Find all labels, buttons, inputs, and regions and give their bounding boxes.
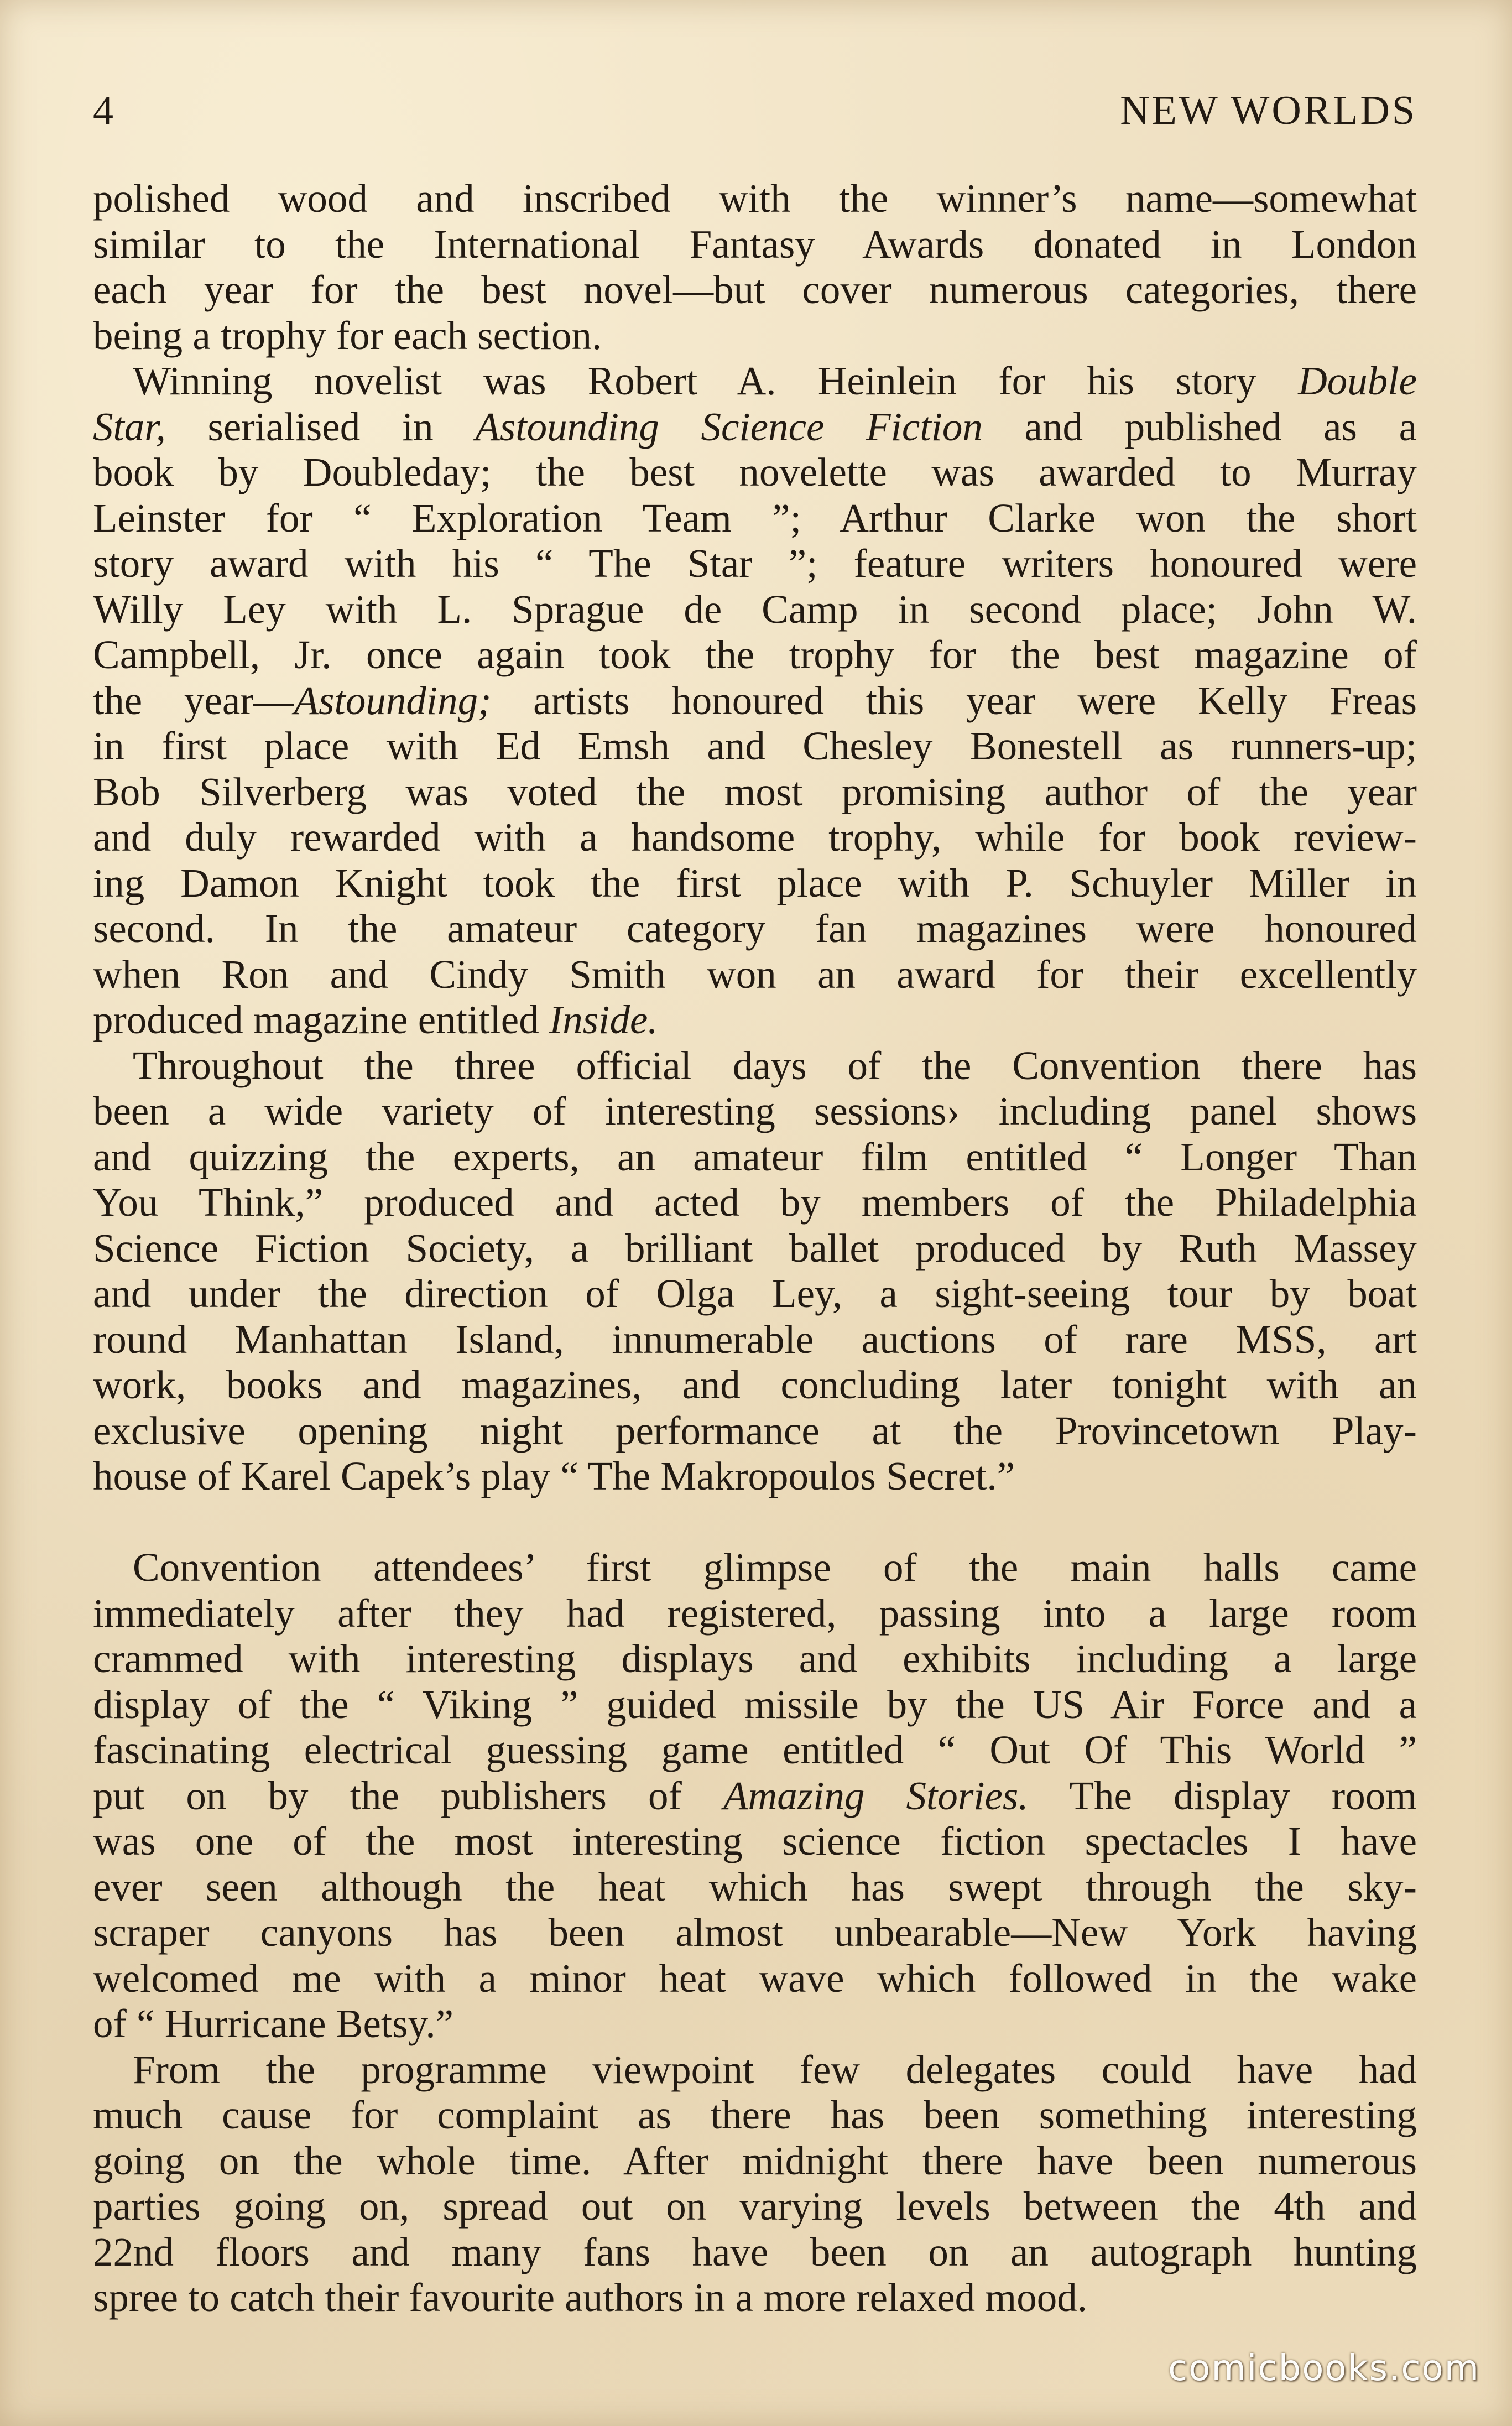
text-line: Science Fiction Society, a brilliant ballet produced by Ruth Massey — [93, 1225, 1417, 1271]
italic-title: Star, — [93, 404, 166, 449]
text-line: and under the direction of Olga Ley, a sight-seeing tour by boat — [93, 1271, 1417, 1316]
italic-title: Inside. — [549, 997, 658, 1042]
text-line: going on the whole time. After midnight there have been numerous — [93, 2138, 1417, 2183]
text-line: produced magazine entitled Inside. — [93, 997, 658, 1042]
paragraph-programme — [93, 2047, 1417, 2321]
text-line: welcomed me with a minor heat wave which followed in the wake — [93, 1955, 1417, 2001]
text-line: Campbell, Jr. once again took the trophy for the best magazine of — [93, 632, 1417, 677]
text-line: ing Damon Knight took the first place with P. Schuyler Miller in — [93, 860, 1417, 905]
text-line: polished wood and inscribed with the winner’s name—somewhat — [93, 176, 1417, 221]
text-line: spree to catch their favourite authors in a more relaxed mood. — [93, 2275, 1087, 2320]
text-line: of “ Hurricane Betsy.” — [93, 2001, 453, 2046]
text-line: Convention attendees’ first glimpse of the main halls came — [133, 1545, 1417, 1590]
text-line: when Ron and Cindy Smith won an award for their excellently — [93, 951, 1417, 997]
text-line: each year for the best novel—but cover numerous categories, there — [93, 267, 1417, 312]
article-body — [93, 176, 1417, 2321]
watermark: comicbooks.com — [1167, 2348, 1480, 2389]
text-line: house of Karel Capek’s play “ The Makropoulos Secret.” — [93, 1454, 1015, 1498]
text-line: You Think,” produced and acted by members of the Philadelphia — [93, 1180, 1417, 1225]
text-line: and quizzing the experts, an amateur film entitled “ Longer Than — [93, 1134, 1417, 1179]
text-line: 22nd floors and many fans have been on an autograph hunting — [93, 2229, 1417, 2274]
text-line: work, books and magazines, and concluding later tonight with an — [93, 1362, 1417, 1407]
text-line: round Manhattan Island, innumerable auctions of rare MSS, art — [93, 1316, 1417, 1362]
page-header — [93, 83, 1417, 138]
text-line: From the programme viewpoint few delegates could have had — [133, 2047, 1417, 2092]
text-line: scraper canyons has been almost unbearable—New York having — [93, 1910, 1417, 1955]
page-number: 4 — [93, 88, 114, 133]
italic-title: Amazing Stories. — [723, 1773, 1029, 1818]
text-line: Star, serialised in Astounding Science Fiction and published as a — [93, 404, 1417, 449]
text-line: Bob Silverberg was voted the most promising author of the year — [93, 769, 1417, 814]
text-line: Leinster for “ Exploration Team ”; Arthur Clarke won the short — [93, 495, 1417, 540]
section-break — [93, 1500, 1417, 1545]
paragraph-trophy-description — [93, 176, 1417, 358]
text-line: being a trophy for each section. — [93, 313, 602, 358]
text-line: Willy Ley with L. Sprague de Camp in second place; John W. — [93, 586, 1417, 632]
text-line: in first place with Ed Emsh and Chesley Bonestell as runners-up; — [93, 723, 1417, 768]
text-line: Throughout the three official days of the Convention there has — [133, 1043, 1417, 1088]
italic-title: Double — [1298, 358, 1417, 403]
text-line: exclusive opening night performance at the Provincetown Play- — [93, 1408, 1417, 1453]
text-line: similar to the International Fantasy Awards donated in London — [93, 221, 1417, 267]
paragraph-display-room — [93, 1545, 1417, 2047]
italic-title: Astounding Science Fiction — [475, 404, 983, 449]
text-line: was one of the most interesting science fiction spectacles I have — [93, 1819, 1417, 1863]
text-line: parties going on, spread out on varying levels between the 4th and — [93, 2184, 1417, 2229]
text-line: immediately after they had registered, passing into a large room — [93, 1590, 1417, 1636]
text-line: book by Doubleday; the best novelette was awarded to Murray — [93, 450, 1417, 494]
text-line: ever seen although the heat which has swept through the sky- — [93, 1864, 1417, 1909]
text-line: second. In the amateur category fan magazines were honoured — [93, 906, 1417, 951]
text-line: put on by the publishers of Amazing Stories. The display room — [93, 1773, 1417, 1818]
text-line: much cause for complaint as there has been something interesting — [93, 2092, 1417, 2137]
text-line: been a wide variety of interesting sessions› including panel shows — [93, 1089, 1417, 1133]
text-line: story award with his “ The Star ”; feature writers honoured were — [93, 541, 1417, 586]
text-line: the year—Astounding; artists honoured this year were Kelly Freas — [93, 678, 1417, 723]
text-line: crammed with interesting displays and exhibits including a large — [93, 1636, 1417, 1681]
text-line: Winning novelist was Robert A. Heinlein for his story Double — [133, 358, 1417, 403]
running-title: NEW WORLDS — [1120, 88, 1417, 133]
text-line: and duly rewarded with a handsome trophy, while for book review- — [93, 815, 1417, 860]
text-line: display of the “ Viking ” guided missile by the US Air Force and a — [93, 1681, 1417, 1727]
paragraph-award-winners — [93, 358, 1417, 1043]
paragraph-convention-sessions — [93, 1043, 1417, 1500]
italic-title: Astounding; — [294, 678, 492, 723]
text-line: fascinating electrical guessing game entitled “ Out Of This World ” — [93, 1727, 1417, 1772]
